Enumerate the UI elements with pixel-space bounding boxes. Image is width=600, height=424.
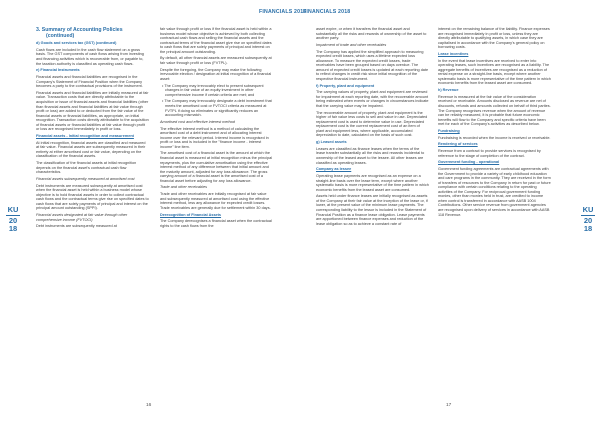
heading-ppe: f) Property, plant and equipment: [316, 83, 375, 88]
heading-financial-instruments: e) Financial Instruments: [36, 68, 80, 73]
heading-gov-funding: Government funding - operational: [438, 160, 500, 165]
para-ppe: The carrying values of property, plant and equipment are reviewed for impairment at each reporting date, with the recoverable amount being estimated when events or changes in circumstances indicate that the carrying value may be impaired.: [316, 90, 429, 108]
heading-fundraising: Fundraising: [438, 128, 460, 133]
side-tab-left-year-bottom: 18: [8, 224, 18, 233]
para-operating-lease: Operating lease payments are recognised as an expense on a straight-line basis over the lease term, except where another systematic basis is more representative of the time pattern in which economic benefits from the leased asset are consumed.: [316, 174, 429, 192]
para-gst: Cash flows are included in the cash flow statement on a gross basis. The GST components of cash flows arising from investing and financing activities which is recoverable from, or payable to, the taxation authority is classified as operating cash flows.: [36, 47, 144, 66]
para-fi-measured: Financial assets and financial liabilities are initially measured at fair value. Transaction costs that are directly attributable to the acquisition or issue of financial assets and financial liabilities (other than financial assets and financial liabilities at fair value through profit or loss) are added to or deducted from the fair value of the financial assets or financial liabilities, as appropriate, on initial recognition. Transaction costs directly attributable to the acquisition of financial assets or financial liabilities at fair value through profit or loss are recognised immediately in profit or loss.: [36, 90, 149, 132]
section-title: [36, 27, 149, 39]
column-2: [160, 27, 273, 231]
column-3: [316, 27, 429, 228]
para-fa-initial: At initial recognition, financial assets are classified and measured at fair value. Financial assets are subsequently measured in their entirety at either amortised cost or fair value, depending on the classification of the financial assets.: [36, 140, 146, 159]
bullet-equity: • The Company may irrevocably elect to present subsequent changes in fair value of an equity investment in other comprehensive income if certain criteria are met; and: [162, 83, 264, 97]
heading-fa-initial: Financial assets - Initial recognition and measurement: [36, 133, 134, 138]
para-fa-classification: The classification of the financial assets at initial recognition depends on the financial asset's contractual cash flow characteristics.: [36, 161, 137, 175]
para-effective-interest: The effective interest method is a method of calculating the amortised cost of a debt instrument and of allocating interest income over the relevant period. Interest income is recognised in profit or loss and is included in the "finance income - interest income" line item.: [160, 126, 269, 149]
heading-trade-receivables: Trade and other receivables: [160, 185, 207, 190]
para-services: Revenue from a contract to provide services is recognised by reference to the stage of completion of the contract.: [438, 149, 541, 158]
para-amortised: Debt instruments are measured subsequently at amortised cost when the financial asset is held within a business model whose objective is to hold financial assets in order to collect contractual cash flows and the contractual terms give rise on specified dates to cash flows that are solely payments of principal and interest on the principal amount outstanding (SPPI).: [36, 183, 149, 211]
side-tab-right-year-top: 20: [583, 216, 593, 225]
side-tab-left: [3, 206, 23, 233]
heading-lease-incentives: Lease incentives: [438, 51, 469, 56]
heading-revenue: h) Revenue: [438, 88, 459, 93]
heading-impairment: Impairment of trade and other receivables: [316, 42, 387, 47]
side-tab-left-ku: KU: [7, 205, 19, 214]
para-interest-remaining: interest on the remaining balance of the liability. Finance expenses are recognised immediately in profit or loss, unless they are directly attributable to qualifying assets, in which case they are capitalised in accordance with the Company's general policy on borrowing costs.: [438, 27, 550, 50]
side-tab-right-year-bottom: 18: [583, 224, 593, 233]
page-number-right: 17: [446, 403, 452, 408]
para-fvtpl: fair value through profit or loss if the financial asset is held within a business model whose objective is achieved by both collecting contractual cash flows and selling the financial assets and the contractual terms of the financial asset give rise on specified dates to cash flows that are solely payments of principal and interest on the principal amount outstanding.: [160, 27, 272, 54]
para-lease-incentives: In the event that lease incentives are received to enter into operating leases, such incentives are recognised as a liability. The aggregate benefits of incentives are recognised as a reduction of rental expense on a straight-line basis, except where another systematic basis is more representative of the time pattern in which economic benefits from the leased asset are consumed.: [438, 58, 551, 86]
para-impairment: The Company has applied the simplified approach to measuring expected credit losses, which uses a lifetime expected loss allowance. To measure the expected credit losses, trade receivables have been grouped based on days overdue. The amount of expected credit losses is updated at each reporting date to reflect changes in credit risk since initial recognition of the respective financial instrument.: [316, 49, 429, 81]
para-default: By default, all other financial assets are measured subsequently at fair value through profit or loss (FVTPL).: [160, 56, 272, 66]
side-tab-right-ku: KU: [582, 205, 594, 214]
heading-fvtoci: Financial assets designated at fair value through other comprehensive income (FVTOCI): [36, 213, 128, 222]
header-left: FINANCIALS 2018: [259, 9, 307, 15]
column-1: [36, 27, 149, 231]
page-number-left: 16: [146, 403, 152, 408]
heading-amortised: Financial assets subsequently measured at amortised cost: [36, 176, 135, 181]
para-fundraising: Fundraising is recorded when the income is received or receivable.: [438, 135, 551, 140]
para-gov-funding: Government funding agreements are contractual agreements with the Government to provide a variety of early childhood education and care programs in the community. They are received in the form of transfers of resources to the Company in return for past or future compliance with certain conditions relating to the operating activities of the Company. For reciprocal government funding monies, other than monies held in trust, are credited to income when control is transferred in accordance with AASB 1004 Contributions. Other service revenue from government agencies are recognised upon delivery of services in accordance with AASB 118 Revenue.: [438, 167, 551, 217]
para-election: Despite the foregoing, the Company may make the following irrevocable election / designation at initial recognition of a financial asset:: [160, 67, 272, 81]
heading-effective-interest: Amortised cost and effective interest method: [160, 119, 235, 124]
para-leases: Leases are classified as finance leases when the terms of the lease transfer substantially all the risks and rewards incidental to ownership of the leased asset to the lessee. All other leases are classified as operating leases.: [316, 146, 425, 165]
heading-lessee: Company as lessee: [316, 167, 352, 172]
column-4: [438, 27, 551, 219]
heading-gst: d) Goods and services tax (GST) (continued): [36, 41, 117, 46]
para-fi-recognised: Financial assets and financial liabilities are recognised in the Company's Statement of Financial Position when the Company becomes a party to the contractual provisions of the instrument.: [36, 75, 143, 89]
para-derecognition: The Company derecognises a financial asset when the contractual rights to the cash flows from the: [160, 219, 272, 228]
para-amortised-cost: The amortised cost of a financial asset is the amount at which the financial asset is measured at initial recognition minus the principal repayments, plus the cumulative amortisation using the effective interest method of any difference between that initial amount and the maturity amount, adjusted for any loss allowance. The gross carrying amount of a financial asset is the amortised cost of a financial asset before adjusting for any loss allowance.: [160, 151, 273, 183]
heading-services: Rendering of services: [438, 142, 478, 147]
side-tab-left-year-top: 20: [8, 216, 18, 225]
header-right: FINANCIALS 2018: [303, 9, 351, 15]
section-title-line-1: 3. Summary of Accounting Policies: [36, 27, 123, 33]
section-title-line-2: (continued): [46, 33, 75, 39]
para-trade-receivables: Trade and other receivables are initially recognised at fair value and subsequently measured at amortised cost using the effective interest method, less any allowance for expected credit losses. Trade receivables are generally due for settlement within 30 days.: [160, 192, 271, 210]
para-finance-lease: Assets held under finance leases are initially recognised as assets of the Company at their fair value at the inception of the lease or, if lower, at the present value of the minimum lease payments. The corresponding liability to the lessor is included in the Statement of Financial Position as a finance lease obligation. Lease payments are apportioned between finance expenses and reduction of the lease obligation so as to achieve a constant rate of: [316, 194, 428, 226]
bullet-debt: • The Company may irrevocably designate a debt investment that meets the amortised cost or FVTOCI criteria as measured at FVTPL if doing so eliminates or significantly reduces an accounting mismatch.: [162, 99, 272, 118]
para-fvtoci: Debt instruments are subsequently measured at: [36, 224, 117, 229]
para-revenue: Revenue is measured at the fair value of the consideration received or receivable. Amounts disclosed as revenue are net of discounts, refunds and amounts collected on behalf of third parties. The Company recognises revenue when the amount of revenue can be reliably measured, it is probable that future economic benefits will flow to the Company and specific criteria have been met for each of the Company's activities as described below.: [438, 94, 551, 127]
side-tab-right: [578, 206, 598, 233]
para-asset-expire: asset expire, or when it transfers the financial asset and substantially all the risks and rewards of ownership of the asset to another party.: [316, 27, 427, 41]
heading-derecognition: Derecognition of Financial Assets: [160, 212, 222, 217]
para-recoverable: The recoverable amount of property, plant and equipment is the higher of fair value less costs to sell and value in use. Depreciated replacement cost is used to determine value in use. Depreciated replacement cost is the current replacement cost of an item of plant and equipment less, where applicable, accumulated depreciation to date, calculated on the basis of such cost.: [316, 110, 428, 138]
heading-leased-assets: g) Leased assets: [316, 140, 347, 145]
